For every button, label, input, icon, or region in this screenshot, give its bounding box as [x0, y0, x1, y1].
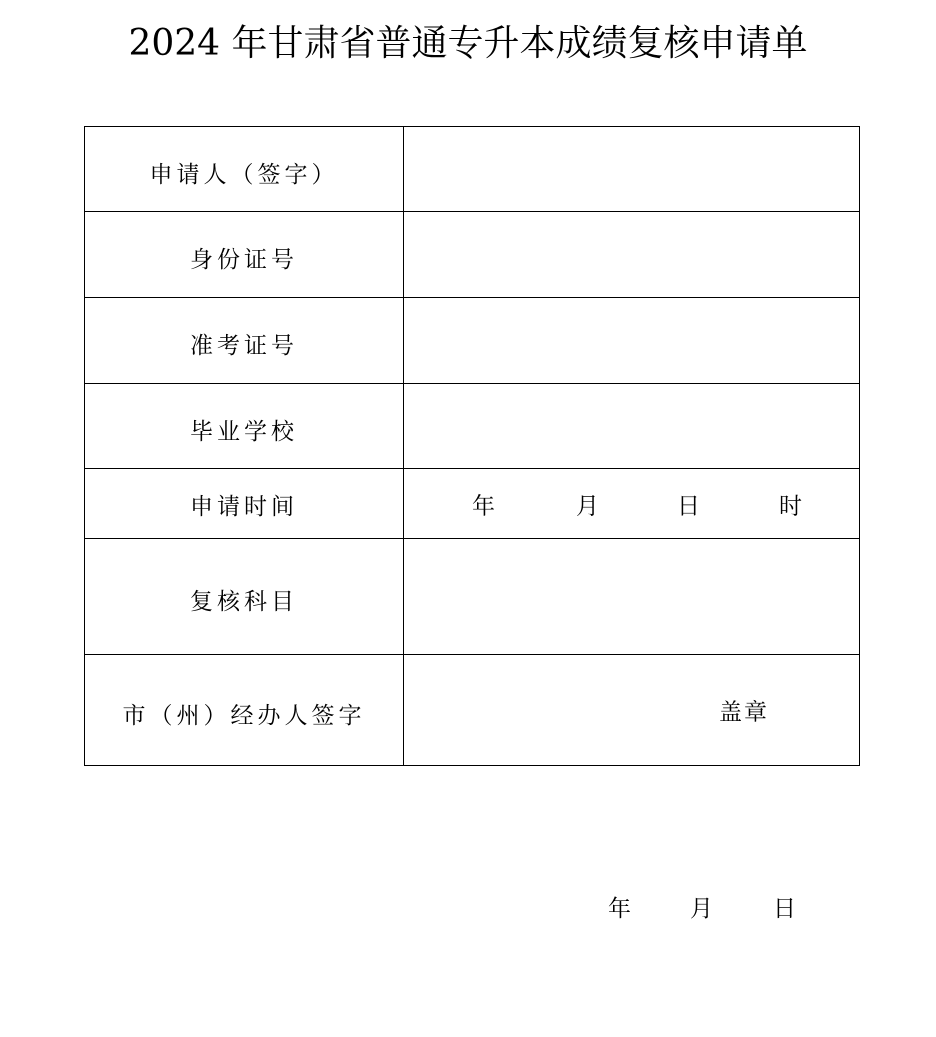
table-row-school: [85, 384, 860, 469]
id-number-field[interactable]: [404, 212, 860, 298]
id-number-label: 身份证号: [85, 212, 404, 298]
graduation-school-field[interactable]: [404, 384, 860, 469]
official-signature-label: 市（州）经办人签字: [85, 655, 404, 766]
footer-year-unit: 年: [608, 896, 631, 922]
footer-month-unit: 月: [690, 896, 713, 922]
applicant-signature-field[interactable]: [404, 127, 860, 212]
time-month-unit: 月: [576, 493, 599, 519]
page-title: 2024 年甘肃省普通专升本成绩复核申请单: [128, 23, 808, 64]
graduation-school-label: 毕业学校: [85, 384, 404, 469]
applicant-signature-label: 申请人（签字）: [85, 127, 404, 212]
table-row-exam-ticket: [85, 298, 860, 384]
application-time-field[interactable]: [404, 469, 860, 539]
time-year-unit: 年: [472, 493, 495, 519]
review-subject-label: 复核科目: [85, 539, 404, 655]
table-row-review-subject: [85, 539, 860, 655]
time-hour-unit: 时: [779, 493, 802, 519]
time-day-unit: 日: [677, 493, 700, 519]
footer-day-unit: 日: [773, 896, 796, 922]
table-row-id-number: [85, 212, 860, 298]
application-time-label: 申请时间: [85, 469, 404, 539]
review-subject-field[interactable]: [404, 539, 860, 655]
exam-ticket-number-label: 准考证号: [85, 298, 404, 384]
table-row-application-time: [85, 469, 860, 539]
official-signature-field[interactable]: [404, 655, 860, 766]
exam-ticket-number-field[interactable]: [404, 298, 860, 384]
table-row-official-signature: [85, 655, 860, 766]
table-row-applicant: [85, 127, 860, 212]
seal-label: 盖章: [719, 699, 769, 726]
application-form-table: [84, 126, 860, 766]
